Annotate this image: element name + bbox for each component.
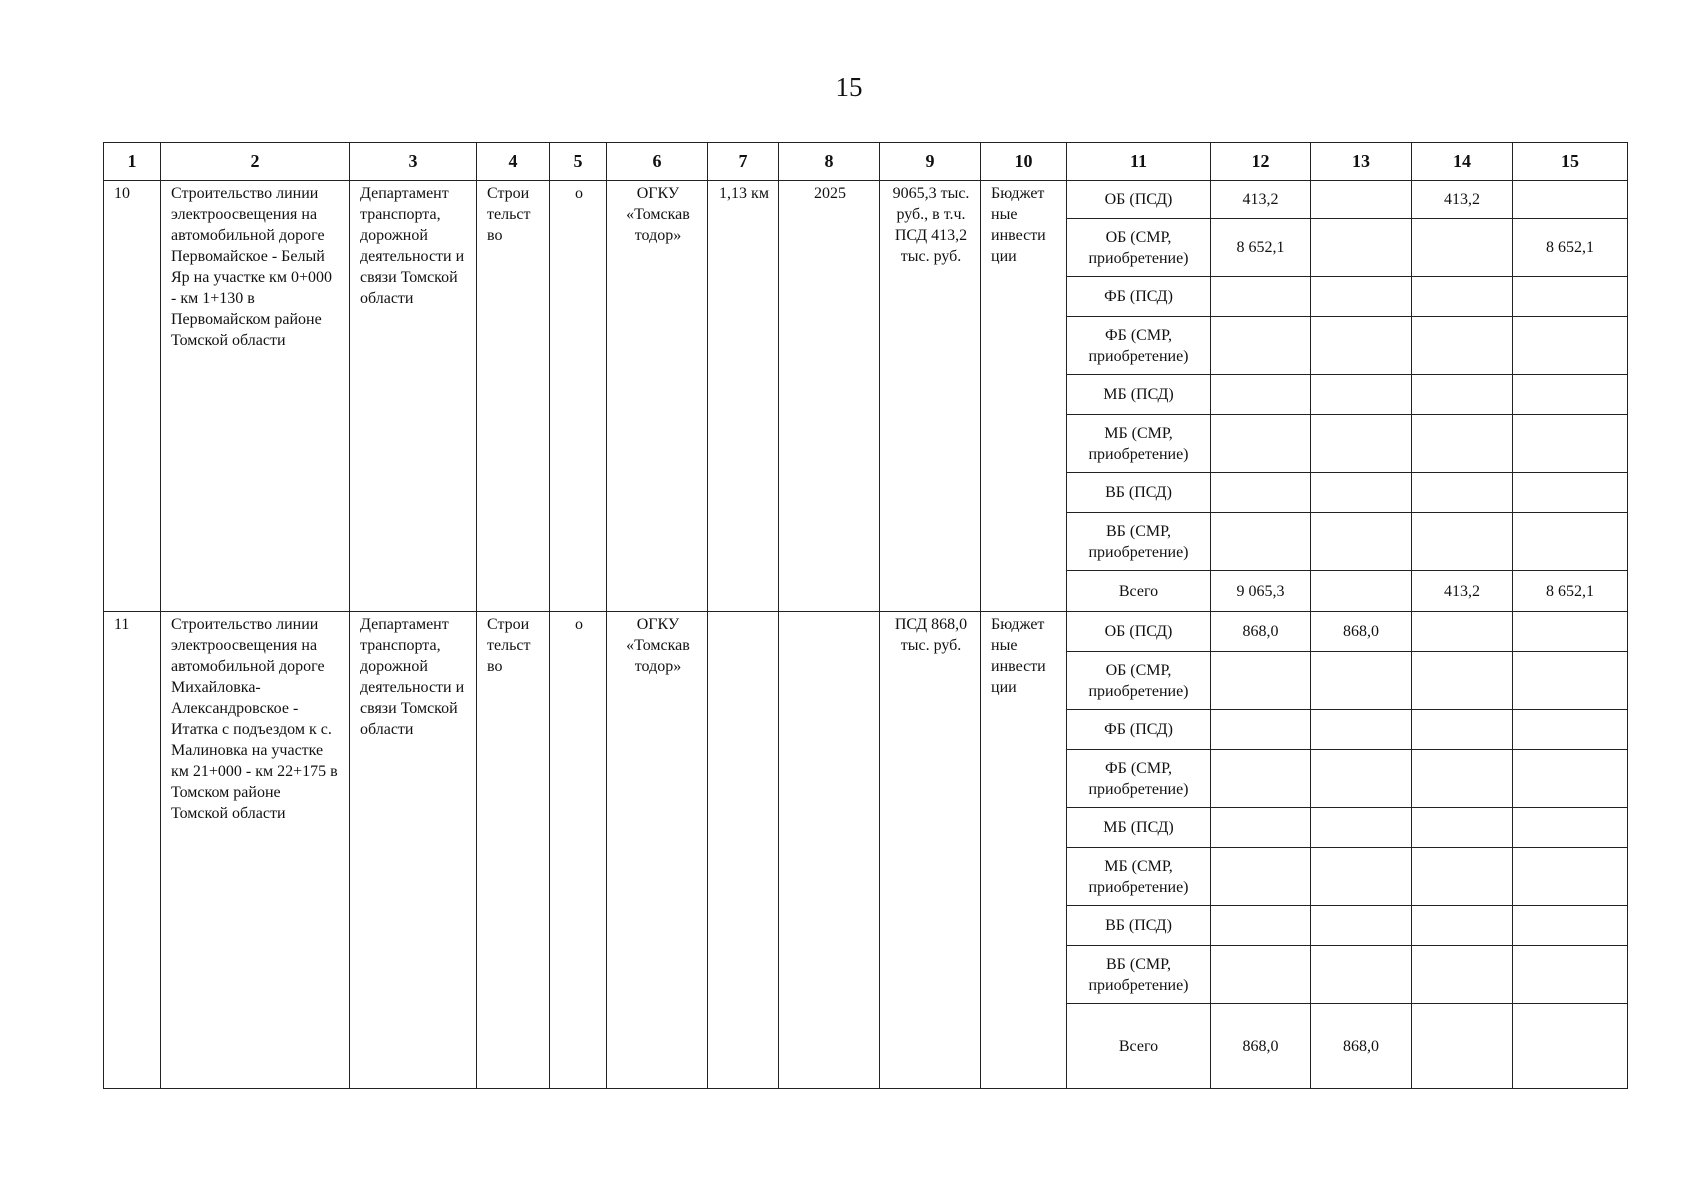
cell-funding-source: ФБ (ПСД) bbox=[1067, 710, 1211, 750]
cell-funding-source: ВБ (ПСД) bbox=[1067, 906, 1211, 946]
cell-amount-12: 8 652,1 bbox=[1211, 219, 1311, 277]
cell-amount-12 bbox=[1211, 317, 1311, 375]
cell-amount-14 bbox=[1412, 277, 1513, 317]
cell-amount-14: 413,2 bbox=[1412, 181, 1513, 219]
cell-year bbox=[779, 612, 880, 1089]
cell-funding-source: МБ (ПСД) bbox=[1067, 808, 1211, 848]
cell-type: Строи тельст во bbox=[477, 181, 550, 612]
cell-amount-15 bbox=[1513, 906, 1628, 946]
investment-table bbox=[103, 142, 1628, 1089]
cell-amount-14 bbox=[1412, 1004, 1513, 1089]
cell-funding-source: ФБ (ПСД) bbox=[1067, 277, 1211, 317]
cell-amount-14 bbox=[1412, 473, 1513, 513]
cell-amount-15 bbox=[1513, 808, 1628, 848]
cell-amount-14 bbox=[1412, 848, 1513, 906]
cell-amount-15 bbox=[1513, 181, 1628, 219]
cell-funding-source: ВБ (СМР, приобретение) bbox=[1067, 513, 1211, 571]
cell-amount-13: 868,0 bbox=[1311, 612, 1412, 652]
header-cell: 14 bbox=[1412, 143, 1513, 181]
cell-amount-13 bbox=[1311, 219, 1412, 277]
cell-amount-13 bbox=[1311, 277, 1412, 317]
cell-amount-14 bbox=[1412, 375, 1513, 415]
header-row bbox=[104, 143, 1628, 181]
cell-department: Департамент транспорта, дорожной деятельности и связи Томской области bbox=[350, 181, 477, 612]
cell-type: Строи тельст во bbox=[477, 612, 550, 1089]
cell-num: 10 bbox=[104, 181, 161, 612]
cell-amount-12 bbox=[1211, 710, 1311, 750]
header-cell: 7 bbox=[708, 143, 779, 181]
cell-amount-15 bbox=[1513, 1004, 1628, 1089]
cell-col5: о bbox=[550, 181, 607, 612]
header-cell: 10 bbox=[981, 143, 1067, 181]
cell-amount-12 bbox=[1211, 848, 1311, 906]
header-cell: 3 bbox=[350, 143, 477, 181]
cell-amount-14 bbox=[1412, 219, 1513, 277]
cell-amount-15 bbox=[1513, 317, 1628, 375]
cell-amount-12 bbox=[1211, 808, 1311, 848]
cell-amount-13 bbox=[1311, 652, 1412, 710]
cell-amount-15: 8 652,1 bbox=[1513, 571, 1628, 612]
cell-amount-12 bbox=[1211, 277, 1311, 317]
cell-amount-12: 9 065,3 bbox=[1211, 571, 1311, 612]
header-cell: 4 bbox=[477, 143, 550, 181]
cell-amount-15 bbox=[1513, 277, 1628, 317]
cell-amount-12 bbox=[1211, 415, 1311, 473]
cell-amount-14 bbox=[1412, 415, 1513, 473]
cell-amount-13 bbox=[1311, 848, 1412, 906]
cell-amount-13 bbox=[1311, 317, 1412, 375]
cell-amount-12 bbox=[1211, 375, 1311, 415]
cell-department: Департамент транспорта, дорожной деятельности и связи Томской области bbox=[350, 612, 477, 1089]
cell-amount-12 bbox=[1211, 906, 1311, 946]
cell-amount-13 bbox=[1311, 181, 1412, 219]
cell-amount-15 bbox=[1513, 375, 1628, 415]
cell-amount-13 bbox=[1311, 513, 1412, 571]
cell-funding-source: ОБ (СМР, приобретение) bbox=[1067, 219, 1211, 277]
page-number: 15 bbox=[835, 72, 863, 102]
cell-amount-14 bbox=[1412, 710, 1513, 750]
cell-form: Бюджет ные инвести ции bbox=[981, 612, 1067, 1089]
cell-amount-12: 413,2 bbox=[1211, 181, 1311, 219]
cell-amount-15 bbox=[1513, 473, 1628, 513]
cell-amount-14 bbox=[1412, 612, 1513, 652]
cell-amount-14 bbox=[1412, 652, 1513, 710]
cell-amount-14: 413,2 bbox=[1412, 571, 1513, 612]
cell-amount-14 bbox=[1412, 513, 1513, 571]
cell-customer: ОГКУ «Томскав тодор» bbox=[607, 181, 708, 612]
header-cell: 11 bbox=[1067, 143, 1211, 181]
cell-funding-source: ОБ (СМР, приобретение) bbox=[1067, 652, 1211, 710]
header-cell: 13 bbox=[1311, 143, 1412, 181]
cell-funding-source: Всего bbox=[1067, 571, 1211, 612]
cell-amount-13 bbox=[1311, 473, 1412, 513]
cell-amount-14 bbox=[1412, 317, 1513, 375]
cell-amount-13 bbox=[1311, 808, 1412, 848]
cell-amount-13: 868,0 bbox=[1311, 1004, 1412, 1089]
cell-amount-12 bbox=[1211, 652, 1311, 710]
cell-col5: о bbox=[550, 612, 607, 1089]
cell-funding-source: ОБ (ПСД) bbox=[1067, 181, 1211, 219]
cell-amount-15 bbox=[1513, 946, 1628, 1004]
table-row bbox=[104, 612, 1628, 652]
cell-funding-source: МБ (ПСД) bbox=[1067, 375, 1211, 415]
cell-amount-13 bbox=[1311, 375, 1412, 415]
cell-name: Строительство линии электроосвещения на автомобильной дороге Михайловка-Александровское - Итатка с подъездом к с. Малиновка на участке км 21+000 - км 22+175 в Томском районе Томской области bbox=[161, 612, 350, 1089]
header-cell: 15 bbox=[1513, 143, 1628, 181]
cell-capacity bbox=[708, 612, 779, 1089]
cell-amount-14 bbox=[1412, 946, 1513, 1004]
cell-num: 11 bbox=[104, 612, 161, 1089]
cell-capacity: 1,13 км bbox=[708, 181, 779, 612]
header-cell: 2 bbox=[161, 143, 350, 181]
cell-amount-15 bbox=[1513, 612, 1628, 652]
cell-amount-15: 8 652,1 bbox=[1513, 219, 1628, 277]
cell-amount-13 bbox=[1311, 750, 1412, 808]
cell-amount-15 bbox=[1513, 513, 1628, 571]
cell-customer: ОГКУ «Томскав тодор» bbox=[607, 612, 708, 1089]
cell-amount-12 bbox=[1211, 513, 1311, 571]
cell-amount-14 bbox=[1412, 906, 1513, 946]
cell-funding-source: МБ (СМР, приобретение) bbox=[1067, 848, 1211, 906]
cell-funding-source: ФБ (СМР, приобретение) bbox=[1067, 317, 1211, 375]
cell-name: Строительство линии электроосвещения на автомобильной дороге Первомайское - Белый Яр на участке км 0+000 - км 1+130 в Первомайском районе Томской области bbox=[161, 181, 350, 612]
cell-cost: ПСД 868,0 тыс. руб. bbox=[880, 612, 981, 1089]
cell-funding-source: МБ (СМР, приобретение) bbox=[1067, 415, 1211, 473]
cell-amount-12: 868,0 bbox=[1211, 612, 1311, 652]
cell-amount-15 bbox=[1513, 415, 1628, 473]
cell-amount-15 bbox=[1513, 652, 1628, 710]
cell-funding-source: ВБ (СМР, приобретение) bbox=[1067, 946, 1211, 1004]
cell-form: Бюджет ные инвести ции bbox=[981, 181, 1067, 612]
cell-amount-13 bbox=[1311, 571, 1412, 612]
cell-amount-13 bbox=[1311, 906, 1412, 946]
cell-funding-source: Всего bbox=[1067, 1004, 1211, 1089]
cell-amount-12 bbox=[1211, 473, 1311, 513]
cell-amount-12 bbox=[1211, 750, 1311, 808]
header-cell: 12 bbox=[1211, 143, 1311, 181]
header-cell: 9 bbox=[880, 143, 981, 181]
cell-amount-15 bbox=[1513, 710, 1628, 750]
header-cell: 6 bbox=[607, 143, 708, 181]
cell-funding-source: ФБ (СМР, приобретение) bbox=[1067, 750, 1211, 808]
cell-amount-12 bbox=[1211, 946, 1311, 1004]
header-cell: 1 bbox=[104, 143, 161, 181]
cell-amount-13 bbox=[1311, 710, 1412, 750]
cell-cost: 9065,3 тыс. руб., в т.ч. ПСД 413,2 тыс. руб. bbox=[880, 181, 981, 612]
cell-amount-14 bbox=[1412, 750, 1513, 808]
cell-amount-15 bbox=[1513, 750, 1628, 808]
cell-funding-source: ОБ (ПСД) bbox=[1067, 612, 1211, 652]
cell-funding-source: ВБ (ПСД) bbox=[1067, 473, 1211, 513]
cell-amount-13 bbox=[1311, 415, 1412, 473]
header-cell: 5 bbox=[550, 143, 607, 181]
cell-amount-12: 868,0 bbox=[1211, 1004, 1311, 1089]
cell-amount-13 bbox=[1311, 946, 1412, 1004]
cell-amount-15 bbox=[1513, 848, 1628, 906]
table-row bbox=[104, 181, 1628, 219]
cell-amount-14 bbox=[1412, 808, 1513, 848]
header-cell: 8 bbox=[779, 143, 880, 181]
cell-year: 2025 bbox=[779, 181, 880, 612]
